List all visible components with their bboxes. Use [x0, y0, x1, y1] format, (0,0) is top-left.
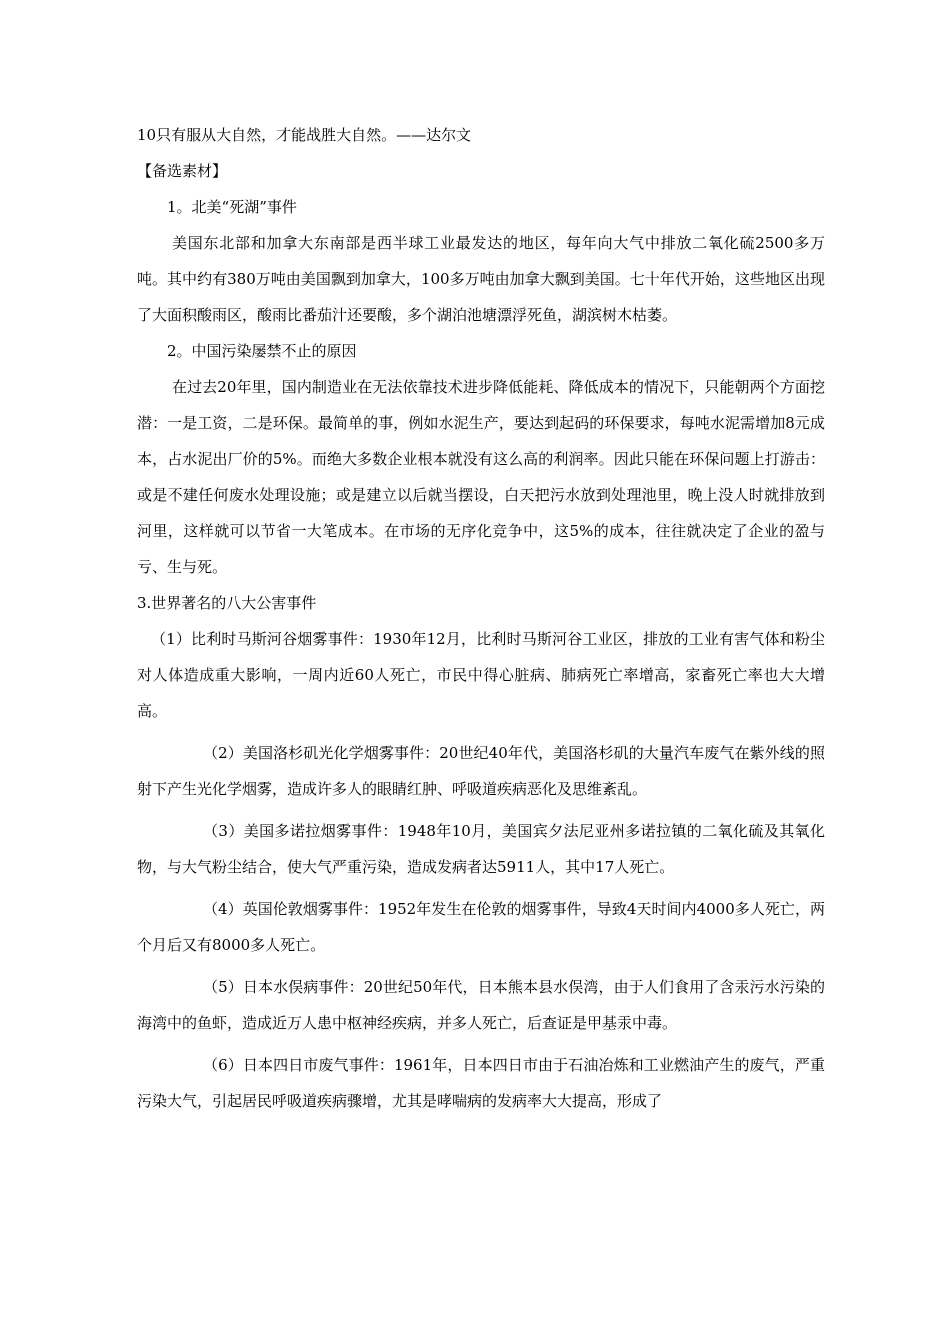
event-minamata-disease: （5）日本水俣病事件：20世纪50年代，日本熊本县水俣湾，由于人们食用了含汞污水污染的海湾中的鱼虾，造成近万人患中枢神经疾病，并多人死亡，后查证是甲基汞中毒。	[137, 978, 825, 1032]
event-london-smog: （4）英国伦敦烟雾事件：1952年发生在伦敦的烟雾事件，导致4天时间内4000多人死亡，两个月后又有8000多人死亡。	[137, 900, 825, 954]
document-body	[137, 117, 825, 1119]
event-los-angeles-smog: （2）美国洛杉矶光化学烟雾事件：20世纪40年代，美国洛杉矶的大量汽车废气在紫外线的照射下产生光化学烟雾，造成许多人的眼睛红肿、呼吸道疾病恶化及思维紊乱。	[137, 744, 825, 798]
paragraph-china-pollution: 在过去20年里，国内制造业在无法依靠技术进步降低能耗、降低成本的情况下，只能朝两个方面挖潜：一是工资，二是环保。最简单的事，例如水泥生产，要达到起码的环保要求，每吨水泥需增加8元成本，占水泥出厂价的5%。而绝大多数企业根本就没有这么高的利润率。因此只能在环保问题上打游击：或是不建任何废水处理设施；或是建立以后就当摆设，白天把污水放到处理池里，晚上没人时就排放到河里，这样就可以节省一大笔成本。在市场的无序化竞争中，这5%的成本，往往就决定了企业的盈与亏、生与死。	[137, 378, 825, 576]
quote-line: 10只有服从大自然，才能战胜大自然。——达尔文	[137, 126, 472, 144]
event-donora-smog: （3）美国多诺拉烟雾事件：1948年10月，美国宾夕法尼亚州多诺拉镇的二氧化硫及其氧化物，与大气粉尘结合，使大气严重污染，造成发病者达5911人，其中17人死亡。	[137, 822, 825, 876]
event-belgium-meuse-valley: （1）比利时马斯河谷烟雾事件：1930年12月，比利时马斯河谷工业区，排放的工业有害气体和粉尘对人体造成重大影响，一周内近60人死亡，市民中得心脏病、肺病死亡率增高，家畜死亡率也大大增高。	[137, 630, 825, 720]
event-yokkaichi-asthma: （6）日本四日市废气事件：1961年，日本四日市由于石油冶炼和工业燃油产生的废气，严重污染大气，引起居民呼吸道疾病骤增，尤其是哮喘病的发病率大大提高，形成了	[137, 1056, 825, 1110]
heading-china-pollution-causes: 2。中国污染屡禁不止的原因	[167, 342, 357, 360]
paragraph-acid-rain: 美国东北部和加拿大东南部是西半球工业最发达的地区，每年向大气中排放二氧化硫2500多万吨。其中约有380万吨由美国飘到加拿大，100多万吨由加拿大飘到美国。七十年代开始，这些地区出现了大面积酸雨区，酸雨比番茄汁还要酸，多个湖泊池塘漂浮死鱼，湖滨树木枯萎。	[137, 234, 825, 324]
heading-north-america-dead-lakes: 1。北美“死湖”事件	[167, 198, 297, 216]
section-title: 【备选素材】	[137, 162, 228, 180]
heading-eight-pollution-events: 3.世界著名的八大公害事件	[137, 594, 317, 612]
